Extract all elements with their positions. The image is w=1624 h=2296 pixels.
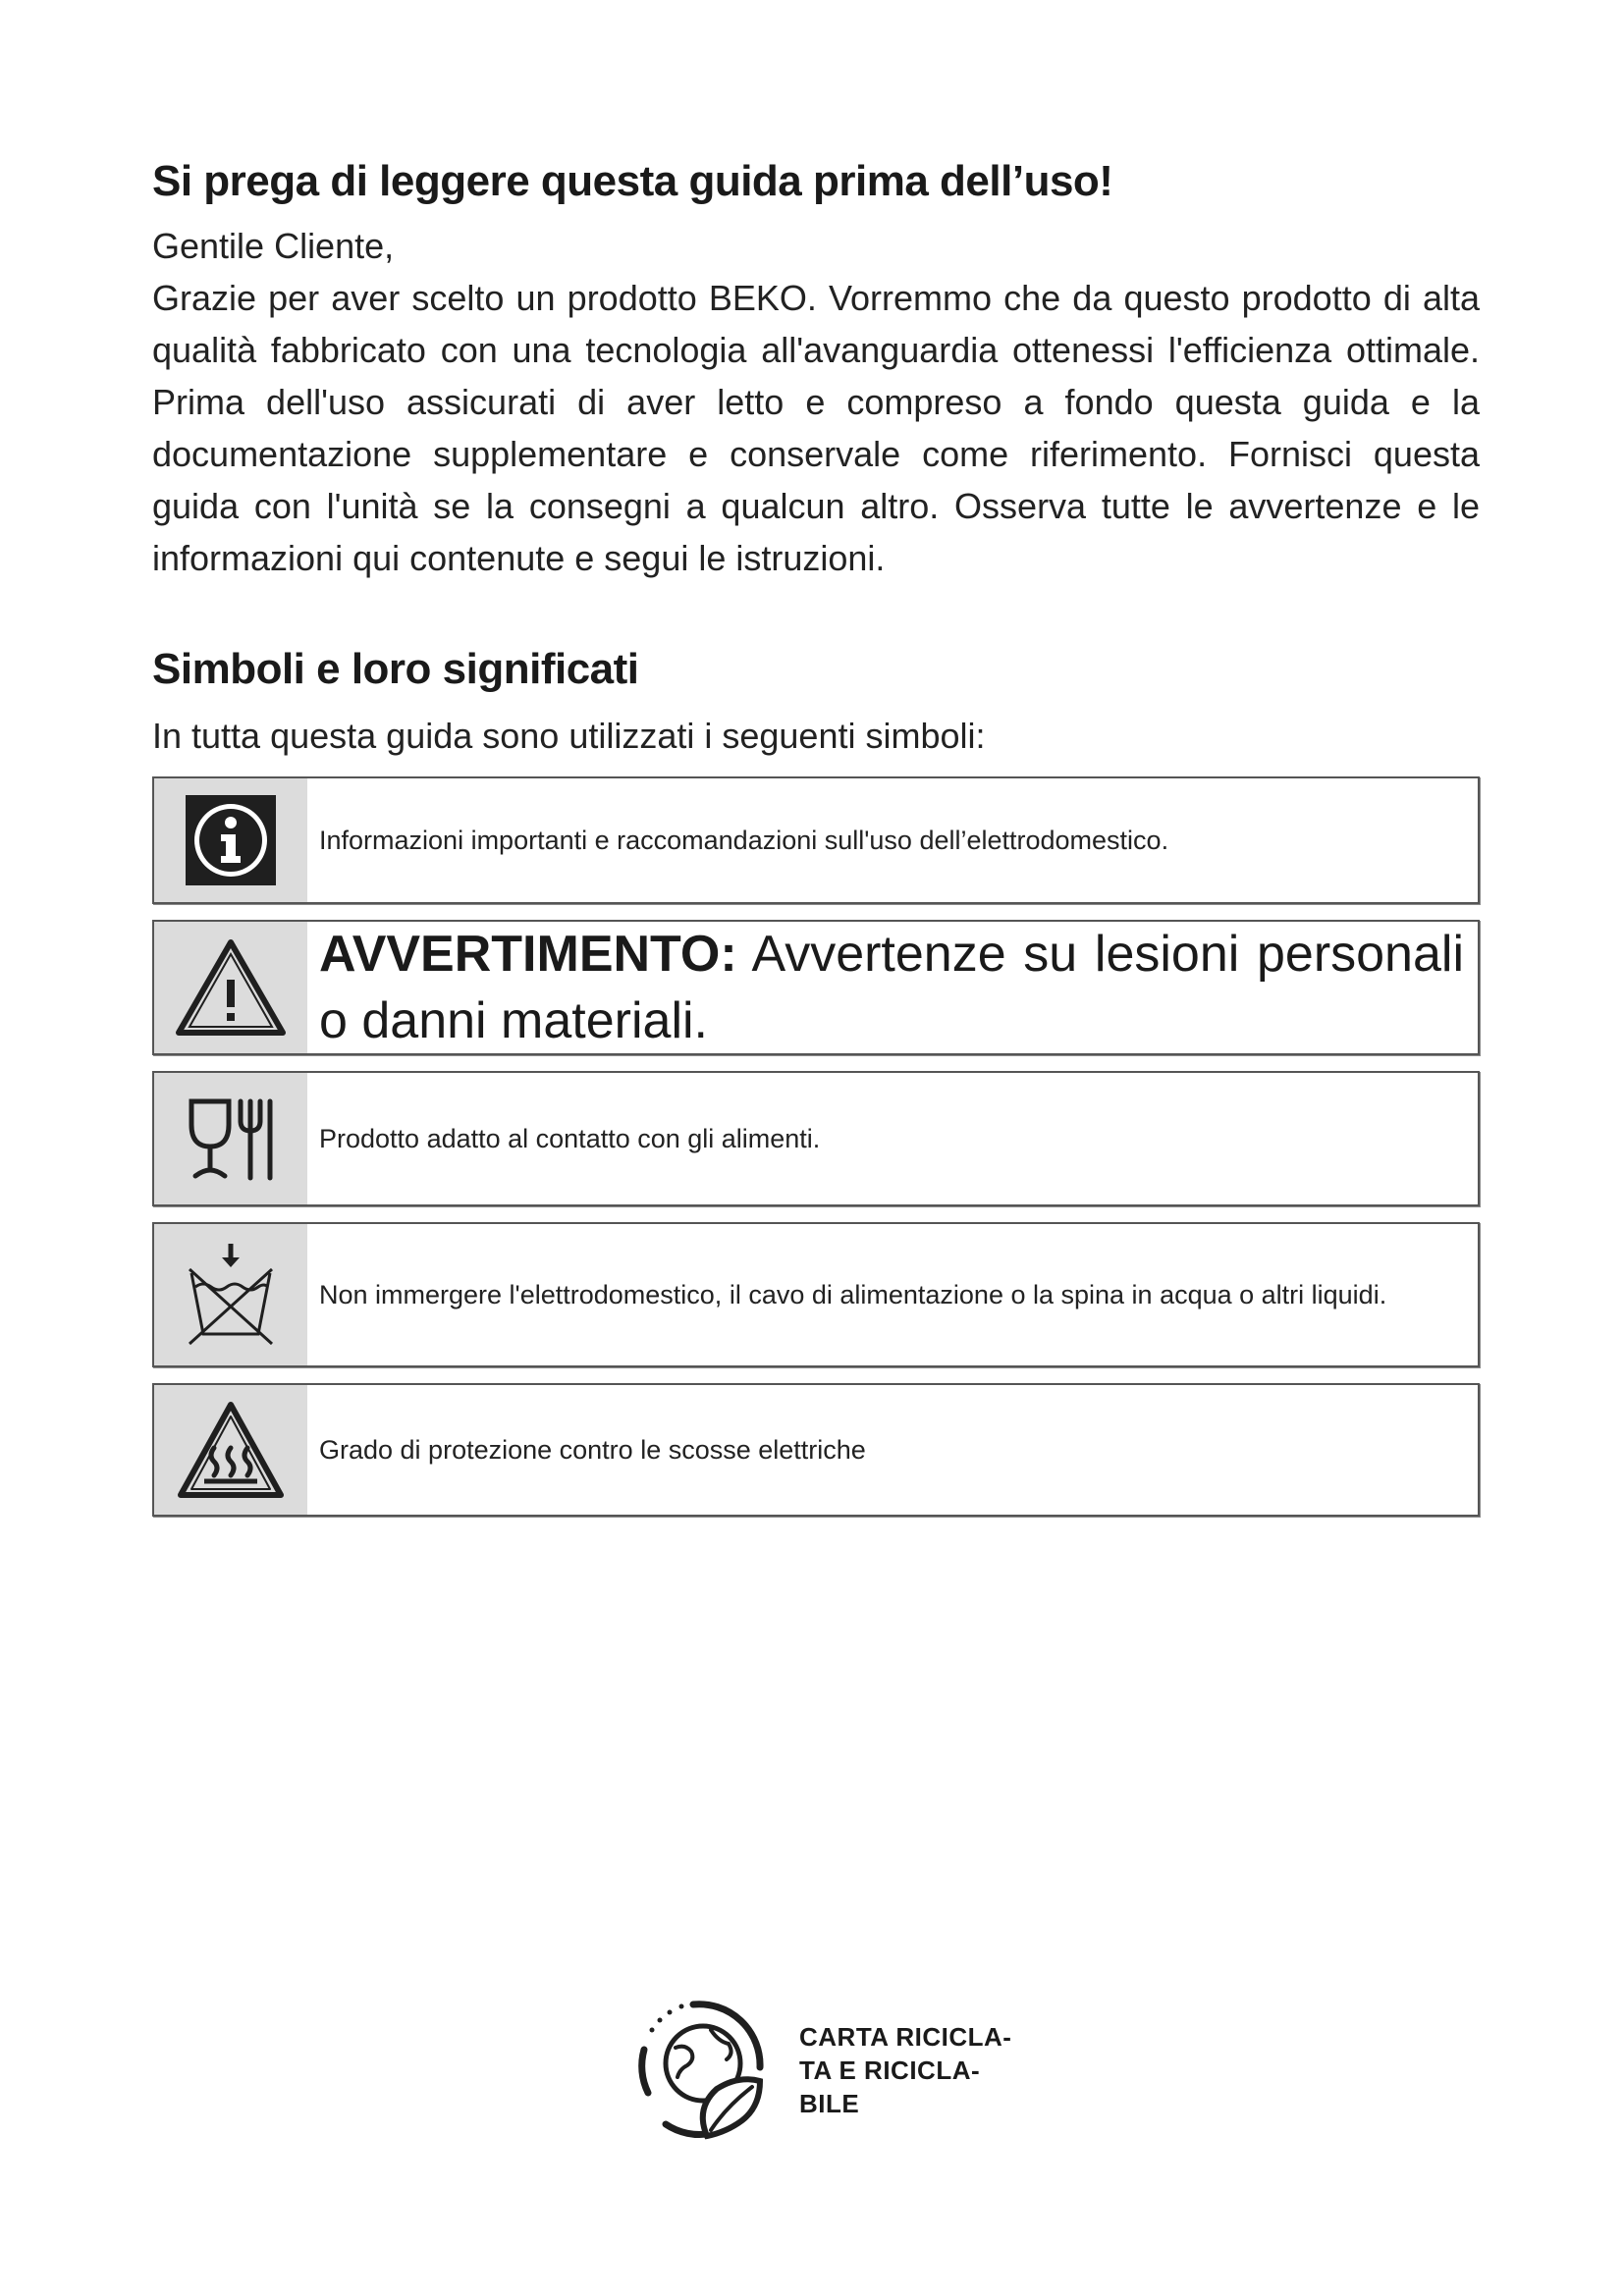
warning-description: [307, 922, 1478, 1053]
recycled-line: CARTA RICICLA-: [799, 2022, 1012, 2052]
symbol-row: [152, 1383, 1480, 1517]
symbol-row: [152, 776, 1480, 904]
greeting: Gentile Cliente,: [152, 226, 395, 266]
symbol-description: Grado di protezione contro le scosse elettriche: [319, 1434, 866, 1465]
hot-surface-icon: [154, 1385, 307, 1515]
warning-label: AVVERTIMENTO:: [319, 926, 737, 983]
recycled-paper-logo: [636, 1999, 1011, 2142]
page-content: [152, 157, 1480, 1532]
page-title: Si prega di leggere questa guida prima dell’uso!: [152, 157, 1113, 205]
recycled-paper-icon: [636, 1999, 772, 2142]
symbol-row: [152, 1222, 1480, 1367]
recycled-paper-label: [799, 2020, 1011, 2120]
symbol-row: [152, 920, 1480, 1055]
section-lead: In tutta questa guida sono utilizzati i seguenti simboli:: [152, 716, 986, 756]
section-title: Simboli e loro significati: [152, 645, 639, 693]
symbol-description: Non immergere l'elettrodomestico, il cavo di alimentazione o la spina in acqua o altri liquidi.: [319, 1279, 1387, 1309]
recycled-line: BILE: [799, 2089, 860, 2118]
symbol-row: [152, 1071, 1480, 1206]
intro-paragraph: Grazie per aver scelto un prodotto BEKO. Vorremmo che da questo prodotto di alta qualità fabbricato con una tecnologia all'avanguardia ottenessi l'efficienza ottimale. Prima dell'uso assicurati di aver letto e compreso a fondo questa guida e la documentazione supplementare e conservale come riferimento. Fornisci questa guida con l'unità se la consegni a qualcun altro. Osserva tutte le avvertenze e le informazioni qui contenute e segui le istruzioni.: [152, 278, 1480, 578]
warning-icon: [154, 922, 307, 1053]
info-icon: [154, 778, 307, 902]
symbol-description: Informazioni importanti e raccomandazioni sull'uso dell’elettrodomestico.: [319, 825, 1169, 855]
symbol-description: Prodotto adatto al contatto con gli alimenti.: [319, 1123, 821, 1153]
recycled-line: TA E RICICLA-: [799, 2056, 981, 2085]
food-contact-icon: [154, 1073, 307, 1204]
symbols-table: [152, 776, 1480, 1517]
warning-text: Avvertenze su lesioni personali o danni materiali.: [319, 926, 1464, 1049]
do-not-immerse-icon: [154, 1224, 307, 1365]
